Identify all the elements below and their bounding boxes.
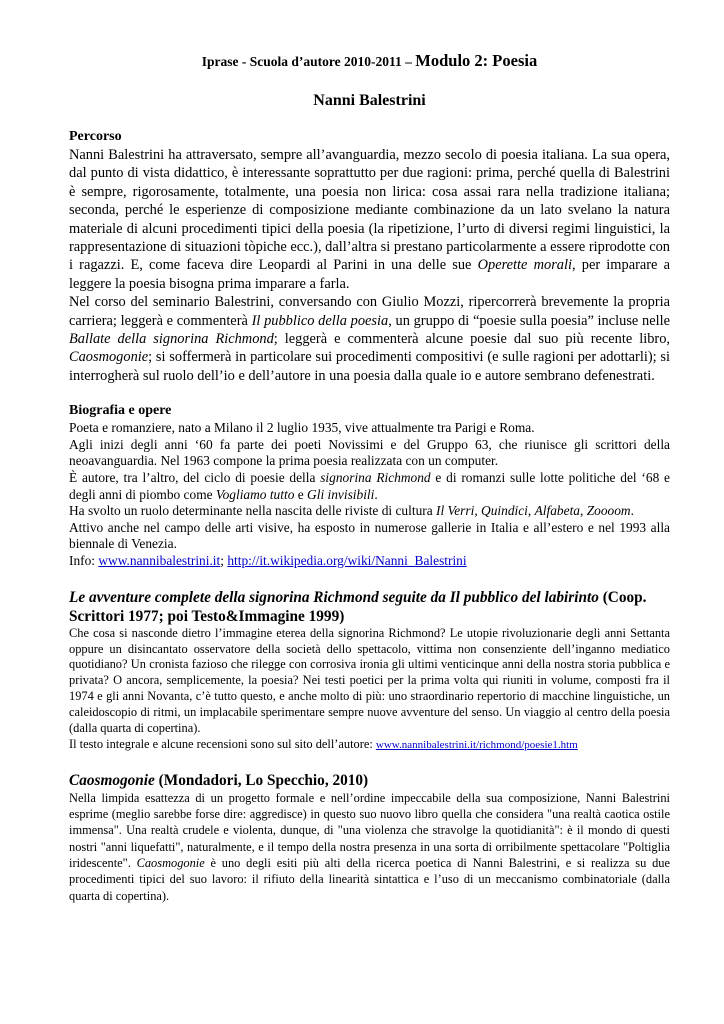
module-label: Modulo 2: Poesia [415, 51, 538, 70]
section-heading-caosmogonie [69, 771, 670, 790]
course-label: Iprase - Scuola d’autore 2010-2011 – [201, 54, 412, 69]
text-run: È autore, tra l’altro, del ciclo di poesie della [69, 470, 321, 486]
text-run: , [579, 503, 587, 519]
bio-paragraph-3 [69, 470, 670, 503]
text-run: e di romanzi sulle lotte politiche del ‘68 e degli anni di piombo come [69, 470, 670, 502]
italic-title: Gli invisibili [307, 486, 375, 502]
text-run: Nella limpida esattezza di un progetto formale e nell’ordine impeccabile della sua composizione, Nanni Balestrini esprime (meglio sarebbe forse dire: aggredisce) in questo suo nuovo libro quella che considera "una realtà caotica ostile immensa". Una realtà crudele e violenta, dunque, di "una violenza che stravolge la quotidianità": è il mondo di questi nostri "anni liquefatti", naturalmente, e il tempo della nostra presenza in una sorta di orribilmente spettacolare "Poltiglia iridescente". [69, 790, 670, 871]
caosmogonie-description [69, 790, 670, 904]
text-run: Nanni Balestrini ha attraversato, sempre all’avanguardia, mezzo secolo di poesia italiana. La sua opera, dal punto di vista didattico, è interessante soprattutto per due ragioni: prima, perché quella di Balestrini è sempre, rigorosamente, totalmente, una poesia non lirica: cosa assai rara nella tradizione italiana; seconda, perché le esperienze di composizione mediante combinazione da un lato svelano la natura materiale di alcuni procedimenti tipici della poesia (la ripetizione, l’urto di diversi regimi linguistici, la rappresentazione di situazioni tòpiche ecc.), dall’altra si prestano particolarmente a essere riprodotte con i ragazzi. E, come faceva dire Leopardi al Parini in una delle sue [69, 147, 670, 274]
info-label: Info: [69, 553, 99, 569]
italic-title: Zoooom [586, 503, 631, 519]
italic-title: Il Verri [436, 503, 475, 519]
richmond-description: Che cosa si nasconde dietro l’immagine eterea della signorina Richmond? Le utopie rivoluzionarie degli anni Settanta oppure un disincantato osservatore della società dello spettacolo, vittima non consenziente dell’inganno mediatico quotidiano? Un cronista fazioso che rilegge con corrosiva ironia gli ultimi venticinque anni della nostra storia pubblica e privata? O ancora, semplicemente, la poesia? Nei testi poetici per la prima volta qui riuniti in volume, composti fra il 1974 e gli anni Novanta, c’è tutto questo, e anche molto di più: uno straordinario repertorio di macchine linguistiche, un caleidoscopio di ritmi, un implacabile sperimentare sempre nuove avventure del senso. Un viaggio al centro della poesia (dalla quarta di copertina). [69, 625, 670, 736]
text-run: , un gruppo di “poesie sulla poesia” incluse nelle [388, 312, 670, 329]
wikipedia-link[interactable]: http://it.wikipedia.org/wiki/Nanni_Balestrini [227, 553, 467, 569]
italic-title: Ballate della signorina Richmond [69, 331, 274, 348]
text-run: Nel corso del seminario Balestrini, conversando con Giulio Mozzi, ripercorrerà brevemente la propria carriera; leggerà e commenterà [69, 294, 670, 329]
bio-paragraph-4 [69, 503, 670, 520]
bio-info-line [69, 553, 670, 570]
author-site-link[interactable]: www.nannibalestrini.it [98, 553, 221, 569]
percorso-paragraph-1 [69, 146, 670, 293]
richmond-poems-link[interactable]: www.nannibalestrini.it/richmond/poesie1.htm [375, 738, 578, 751]
book-publisher: (Mondadori, Lo Specchio, 2010) [154, 771, 369, 789]
italic-title: Caosmogonie [136, 856, 205, 871]
book-title: Le avventure complete della signorina Richmond seguite da Il pubblico del labirinto [69, 588, 599, 606]
author-title: Nanni Balestrini [313, 92, 426, 109]
italic-title: Vogliamo tutto [215, 486, 295, 502]
text-run: Ha svolto un ruolo determinante nella nascita delle riviste di cultura [69, 503, 437, 519]
text-run: è uno degli esiti più alti della ricerca poetica di Nanni Balestrini, e si realizza su due procedimenti tipici del suo lavoro: il rifiuto della linearità sintattica e l’uso di un meccanismo combinatoriale (dalla quarta di copertina). [69, 856, 670, 903]
text-run: , [474, 503, 482, 519]
bio-line-1: Poeta e romanziere, nato a Milano il 2 luglio 1935, vive attualmente tra Parigi e Roma. [69, 420, 535, 436]
italic-title: Quindici [481, 503, 528, 519]
text-run: Il testo integrale e alcune recensioni sono sul sito dell’autore: [69, 736, 376, 751]
italic-title: signorina Richmond [320, 470, 431, 486]
text-run: ; si soffermerà in particolare sui procedimenti compositivi (e sulle ragioni per adottarli); si interrogherà sul ruolo dell’io e dell’autore in una poesia dalla quale io e autore sembrano defenestrati. [69, 349, 670, 384]
section-heading-percorso: Percorso [69, 129, 122, 144]
italic-title: Operette morali [477, 257, 572, 274]
book-title: Caosmogonie [69, 771, 155, 789]
italic-title: Caosmogonie [69, 349, 149, 366]
text-run: , per imparare a leggere la poesia bisogna prima imparare a farla. [69, 257, 671, 292]
bio-paragraph-2: Agli inizi degli anni ‘60 fa parte dei poeti Novissimi e del Gruppo 63, che riunisce gli scrittori della neoavanguardia. Nel 1963 compone la prima poesia realizzata con un computer. [69, 436, 670, 469]
text-run: e [294, 486, 308, 502]
percorso-paragraph-2 [69, 293, 670, 385]
bio-paragraph-5: Attivo anche nel campo delle arti visive, ha esposto in numerose gallerie in Italia e all’estero e nel 1993 alla biennale di Venezia. [69, 519, 670, 552]
italic-title: Il pubblico della poesia [251, 312, 389, 329]
document-header [69, 52, 670, 71]
section-heading-richmond [69, 588, 670, 626]
text-run: . [374, 486, 378, 502]
text-run: ; leggerà e commenterà alcune poesie dal suo più recente libro, [273, 331, 670, 348]
text-run: , [527, 503, 535, 519]
richmond-note [69, 737, 670, 754]
section-heading-biografia: Biografia e opere [69, 403, 172, 419]
text-run: . [630, 503, 634, 519]
book-publisher: (Coop. Scrittori 1977; poi Testo&Immagine 1999) [69, 588, 647, 625]
italic-title: Alfabeta [534, 503, 580, 519]
separator: ; [220, 553, 228, 569]
